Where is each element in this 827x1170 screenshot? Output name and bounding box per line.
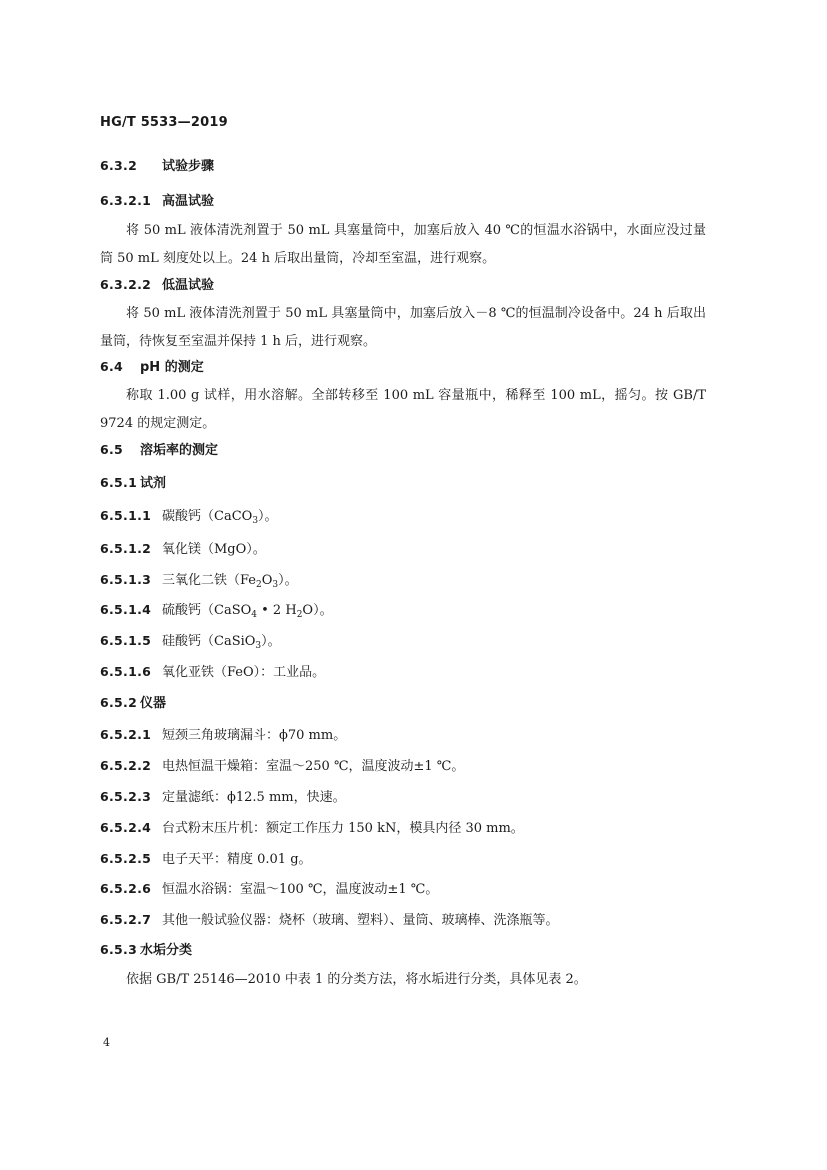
instrument-text: 台式粉末压片机：额定工作压力 150 kN，模具内径 30 mm。 [162, 821, 524, 836]
clause-number: 6.5.1.3 [100, 572, 152, 587]
reagent-mid: O [261, 573, 273, 588]
clause-number: 6.5.1.2 [100, 541, 152, 556]
reagent-name: 氧化亚铁（FeO）：工业品。 [162, 665, 326, 680]
clause-title: 高温试验 [162, 194, 215, 209]
heading-6-5-2 [100, 694, 727, 713]
instrument-item [100, 850, 727, 869]
heading-6-3-2 [100, 157, 727, 176]
subscript: 2 [296, 610, 303, 620]
clause-number: 6.3.2.2 [100, 277, 152, 292]
instrument-text: 电子天平：精度 0.01 g。 [162, 852, 312, 867]
heading-6-5 [100, 441, 727, 460]
clause-number: 6.5.1.5 [100, 633, 152, 648]
reagent-tail: ）。 [258, 509, 278, 524]
clause-number: 6.5.1.4 [100, 602, 152, 617]
clause-number: 6.5.1.6 [100, 664, 152, 679]
reagent-item [100, 540, 727, 559]
reagent-item [100, 632, 727, 651]
clause-number: 6.5.2.7 [100, 912, 152, 927]
heading-6-4 [100, 358, 727, 377]
clause-title: 仪器 [140, 696, 167, 711]
standard-code: HG/T 5533—2019 [100, 115, 228, 130]
clause-number: 6.3.2 [100, 158, 138, 173]
instrument-item [100, 788, 727, 807]
reagent-item [100, 601, 727, 620]
paragraph-scale-classification: 依据 GB/T 25146—2010 中表 1 的分类方法，将水垢进行分类，具体见表 2。 [126, 972, 587, 987]
reagent-item [100, 663, 727, 682]
paragraph-low-temp-test: 将 50 mL 液体清洗剂置于 50 mL 具塞量筒中，加塞后放入－8 ℃的恒温制冷设备中。24 h 后取出量筒，待恢复至室温并保持 1 h 后，进行观察。 [100, 306, 706, 349]
instrument-item [100, 911, 727, 930]
reagent-item [100, 571, 727, 590]
reagent-name: 硅酸钙（CaSiO [162, 634, 256, 649]
page-number: 4 [103, 1036, 110, 1049]
paragraph-high-temp-test: 将 50 mL 液体清洗剂置于 50 mL 具塞量筒中，加塞后放入 40 ℃的恒温水浴锅中，水面应没过量筒 50 mL 刻度处以上。24 h 后取出量筒，冷却至室温，进行观察。 [100, 223, 706, 266]
subscript: 3 [255, 641, 262, 651]
clause-number: 6.3.2.1 [100, 193, 152, 208]
clause-number: 6.5.2.4 [100, 820, 152, 835]
reagent-item [100, 507, 727, 526]
instrument-item [100, 819, 727, 838]
reagent-tail: ）。 [261, 634, 281, 649]
clause-title: pH 的测定 [140, 360, 204, 375]
clause-number: 6.5.1.1 [100, 508, 152, 523]
heading-6-3-2-1 [100, 192, 727, 211]
heading-6-3-2-2 [100, 276, 727, 295]
clause-title: 低温试验 [162, 278, 215, 293]
subscript: 3 [252, 516, 259, 526]
reagent-name: 三氧化二铁（Fe [162, 573, 257, 588]
heading-6-5-3 [100, 941, 727, 960]
reagent-tail: ）。 [278, 573, 298, 588]
clause-title: 试验步骤 [162, 159, 215, 174]
clause-number: 6.5.3 [100, 942, 138, 957]
clause-number: 6.5.2.3 [100, 789, 152, 804]
instrument-item [100, 726, 727, 745]
clause-number: 6.5.2.2 [100, 758, 152, 773]
clause-title: 水垢分类 [140, 943, 193, 958]
reagent-tail: O）。 [302, 603, 333, 618]
subscript: 3 [272, 580, 279, 590]
instrument-item [100, 880, 727, 899]
clause-number: 6.5.2.6 [100, 881, 152, 896]
clause-number: 6.5 [100, 442, 124, 457]
heading-6-5-1 [100, 474, 727, 493]
instrument-text: 定量滤纸：ϕ12.5 mm，快速。 [162, 790, 346, 805]
instrument-text: 电热恒温干燥箱：室温～250 ℃，温度波动±1 ℃。 [162, 759, 465, 774]
clause-number: 6.5.1 [100, 475, 138, 490]
clause-title: 试剂 [140, 476, 167, 491]
subscript: 2 [256, 580, 262, 590]
clause-title: 溶垢率的测定 [140, 443, 219, 458]
instrument-text: 其他一般试验仪器：烧杯（玻璃、塑料）、量筒、玻璃棒、洗涤瓶等。 [162, 913, 559, 928]
clause-number: 6.5.2 [100, 695, 138, 710]
clause-number: 6.5.2.1 [100, 727, 152, 742]
reagent-tail: • 2 H [257, 603, 297, 618]
paragraph-ph-determination: 称取 1.00 g 试样，用水溶解。全部转移至 100 mL 容量瓶中，稀释至 100 mL，摇匀。按 GB/T 9724 的规定测定。 [100, 388, 706, 431]
clause-number: 6.5.2.5 [100, 851, 152, 866]
reagent-name: 碳酸钙（CaCO [162, 509, 253, 524]
instrument-text: 短颈三角玻璃漏斗：ϕ70 mm。 [162, 728, 347, 743]
reagent-name: 硫酸钙（CaSO [162, 603, 252, 618]
instrument-item [100, 757, 727, 776]
clause-number: 6.4 [100, 359, 124, 374]
subscript: 4 [251, 610, 257, 620]
instrument-text: 恒温水浴锅：室温～100 ℃，温度波动±1 ℃。 [162, 882, 439, 897]
reagent-name: 氧化镁（MgO）。 [162, 542, 266, 557]
